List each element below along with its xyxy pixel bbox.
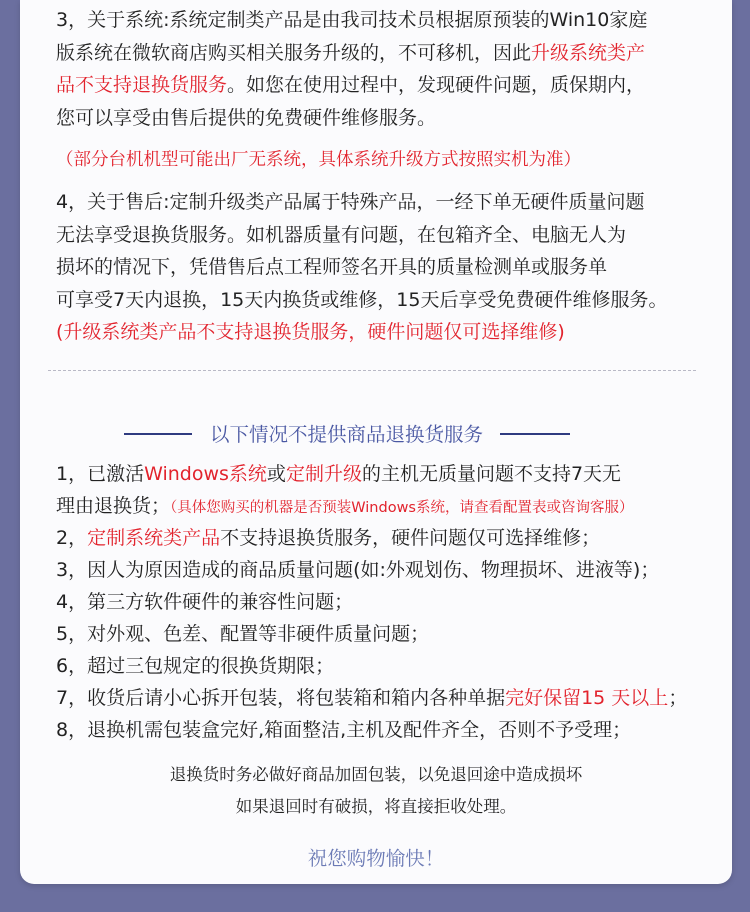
section-3-note: （部分台机机型可能出厂无系统，具体系统升级方式按照实机为准） xyxy=(56,150,581,170)
text-segment: 您可以享受由售后提供的免费硬件维修服务。 xyxy=(56,106,437,129)
highlight-segment: 定制升级 xyxy=(285,463,362,485)
text-segment: 4，第三方软件硬件的兼容性问题； xyxy=(56,591,354,613)
text-segment: 2， xyxy=(56,527,88,549)
list-item xyxy=(56,714,728,746)
text-segment: 6，超过三包规定的很换货期限； xyxy=(56,655,335,677)
list-item xyxy=(56,650,728,682)
text-segment: 3，关于系统:系统定制类产品是由我司技术员根据原预装的Win10家庭 xyxy=(56,9,648,31)
paragraph-line xyxy=(56,219,726,252)
text-segment: 8，退换机需包装盒完好,箱面整洁,主机及配件齐全，否则不予受理； xyxy=(56,719,632,741)
no-return-heading xyxy=(20,419,732,449)
text-segment: 不支持退换货服务，硬件问题仅可选择维修； xyxy=(220,527,601,549)
paragraph-line xyxy=(56,69,726,102)
list-item xyxy=(56,586,728,618)
no-return-heading-text: 以下情况不提供商品退换货服务 xyxy=(210,423,484,446)
text-segment: 3，因人为原因造成的商品质量问题(如:外观划伤、物理损坏、进液等)； xyxy=(56,559,660,581)
farewell-text: 祝您购物愉快！ xyxy=(307,847,445,870)
text-segment: 损坏的情况下，凭借售后点工程师签名开具的质量检测单或服务单 xyxy=(56,256,608,278)
text-segment: 或 xyxy=(266,463,286,485)
text-segment: 版系统在微软商店购买相关服务升级的，不可移机，因此 xyxy=(56,41,532,64)
paragraph-line xyxy=(56,37,726,70)
closing-line-2: 如果退回时有破损，将直接拒收处理。 xyxy=(235,797,517,816)
list-item xyxy=(56,522,728,554)
text-segment: 可享受7天内退换，15天内换货或维修，15天后享受免费硬件维修服务。 xyxy=(56,288,668,311)
highlight-segment: 品不支持退换货服务 xyxy=(56,74,228,96)
no-return-list xyxy=(56,458,728,746)
text-segment: 无法享受退换货服务。如机器质量有问题，在包箱齐全、电脑无人为 xyxy=(56,223,627,246)
highlight-segment: Windows系统 xyxy=(144,463,267,485)
text-segment: ； xyxy=(668,687,688,709)
text-segment: 7，收货后请小心拆开包装，将包装箱和箱内各种单据 xyxy=(56,687,506,709)
text-segment: 理由退换货； xyxy=(56,495,171,517)
paragraph-line xyxy=(56,102,726,135)
list-item xyxy=(56,490,728,522)
highlight-segment: 升级系统类产 xyxy=(531,41,646,64)
paragraph-line xyxy=(56,251,726,284)
text-segment: 1，已激活 xyxy=(56,463,145,485)
list-item xyxy=(56,458,728,490)
highlight-segment: (升级系统类产品不支持退换货服务，硬件问题仅可选择维修) xyxy=(56,321,565,343)
heading-line-left xyxy=(124,433,192,435)
closing-line-1: 退换货时务必做好商品加固包装，以免退回途中造成损坏 xyxy=(169,765,583,784)
policy-card xyxy=(20,0,732,884)
section-3-system xyxy=(56,4,726,134)
text-segment: 4，关于售后:定制升级类产品属于特殊产品，一经下单无硬件质量问题 xyxy=(56,191,645,213)
list-item xyxy=(56,554,728,586)
highlight-segment: 完好保留15 天以上 xyxy=(505,687,669,709)
section-4-after-sales xyxy=(56,186,726,349)
text-segment: 。如您在使用过程中，发现硬件问题，质保期内， xyxy=(227,74,646,96)
list-item xyxy=(56,618,728,650)
text-segment: 5，对外观、色差、配置等非硬件质量问题； xyxy=(56,623,430,645)
text-segment: 的主机无质量问题不支持7天无 xyxy=(361,463,622,485)
paragraph-line xyxy=(56,284,726,317)
heading-line-right xyxy=(500,433,570,435)
paragraph-line xyxy=(56,4,726,37)
list-item xyxy=(56,682,728,714)
small-note-segment: （具体您购买的机器是否预装Windows系统，请查看配置表或咨询客服） xyxy=(170,500,634,516)
highlight-segment: 定制系统类产品 xyxy=(87,527,221,549)
paragraph-line xyxy=(56,186,726,219)
dashed-divider xyxy=(48,370,696,371)
paragraph-line xyxy=(56,316,726,349)
